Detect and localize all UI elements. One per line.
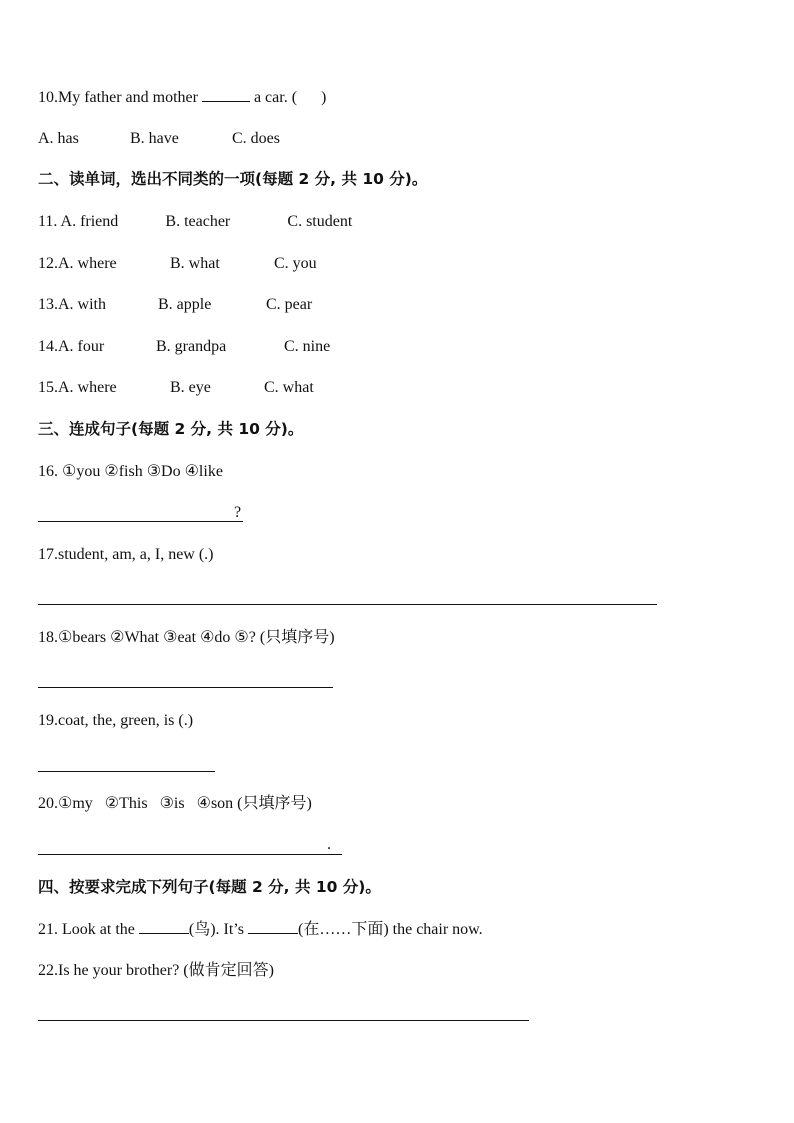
question-16 (38, 462, 223, 482)
question-number: 19. (38, 712, 58, 729)
question-20 (38, 794, 312, 814)
question-10-options (38, 129, 280, 149)
option-c[interactable]: C. what (264, 379, 314, 396)
option-a[interactable]: A. where (58, 379, 117, 396)
answer-line[interactable] (38, 687, 333, 688)
question-number: 22. (38, 962, 58, 979)
question-number: 10. (38, 89, 58, 106)
option-b[interactable]: B. what (170, 255, 220, 272)
answer-line[interactable] (38, 521, 243, 522)
option-c[interactable]: C. you (274, 255, 317, 272)
question-number: 20. (38, 795, 58, 812)
answer-line[interactable] (38, 771, 215, 772)
question-text: ) (321, 89, 327, 106)
question-number: 15. (38, 379, 58, 396)
section-4-heading: 四、按要求完成下列句子(每题 2 分, 共 10 分)。 (38, 878, 381, 896)
question-text: My father and mother (58, 89, 202, 106)
section-3-heading: 三、连成句子(每题 2 分, 共 10 分)。 (38, 420, 304, 438)
question-15 (38, 378, 314, 398)
option-b[interactable]: B. teacher (165, 213, 231, 230)
option-a[interactable]: A. with (58, 296, 106, 313)
question-text: coat, the, green, is (.) (58, 712, 194, 729)
answer-blank[interactable] (202, 87, 250, 102)
question-11 (38, 212, 352, 232)
question-number: 11 (38, 213, 54, 230)
question-22 (38, 961, 274, 981)
question-text: (在……下面) the chair now. (297, 921, 483, 938)
answer-line[interactable] (38, 1020, 529, 1021)
question-17 (38, 545, 214, 565)
question-number: 12. (38, 255, 58, 272)
answer-line[interactable] (38, 854, 342, 855)
answer-line[interactable] (38, 604, 657, 605)
question-12 (38, 254, 317, 274)
question-14 (38, 337, 330, 357)
option-c[interactable]: C. nine (284, 338, 331, 355)
question-number: 13. (38, 296, 58, 313)
option-c[interactable]: C. does (232, 130, 280, 147)
question-21 (38, 919, 483, 940)
option-a[interactable]: A. four (58, 338, 105, 355)
option-b[interactable]: B. have (130, 130, 179, 147)
section-2-heading: 二、读单词，选出不同类的一项(每题 2 分, 共 10 分)。 (38, 170, 428, 188)
question-text: (鸟). It’s (188, 921, 248, 938)
answer-blank[interactable] (248, 919, 298, 934)
answer-end-mark: ? (234, 504, 242, 521)
question-19 (38, 711, 193, 731)
option-c[interactable]: C. pear (266, 296, 313, 313)
question-text: student, am, a, I, new (.) (58, 546, 214, 563)
question-10 (38, 87, 326, 108)
question-text: Is he your brother? (做肯定回答) (58, 962, 274, 979)
option-a[interactable]: . A. friend (53, 213, 119, 230)
option-b[interactable]: B. grandpa (156, 338, 227, 355)
option-a[interactable]: A. has (38, 130, 79, 147)
option-a[interactable]: A. where (58, 255, 117, 272)
option-c[interactable]: C. student (287, 213, 353, 230)
question-text: ①my ②This ③is ④son (只填序号) (58, 795, 312, 812)
option-b[interactable]: B. eye (170, 379, 211, 396)
question-number: 17. (38, 546, 58, 563)
question-text: . Look at the (54, 921, 139, 938)
question-13 (38, 295, 312, 315)
answer-blank[interactable] (139, 919, 189, 934)
answer-end-mark: . (327, 836, 331, 853)
question-text: a car. ( (249, 89, 298, 106)
question-text: ①bears ②What ③eat ④do ⑤? (只填序号) (58, 629, 335, 646)
question-text: ①you ②fish ③Do ④like (62, 463, 223, 480)
question-number: 21 (38, 921, 54, 938)
question-number: 14. (38, 338, 58, 355)
question-number: 18. (38, 629, 58, 646)
question-number: 16. (38, 463, 62, 480)
option-b[interactable]: B. apple (158, 296, 212, 313)
question-18 (38, 628, 335, 648)
